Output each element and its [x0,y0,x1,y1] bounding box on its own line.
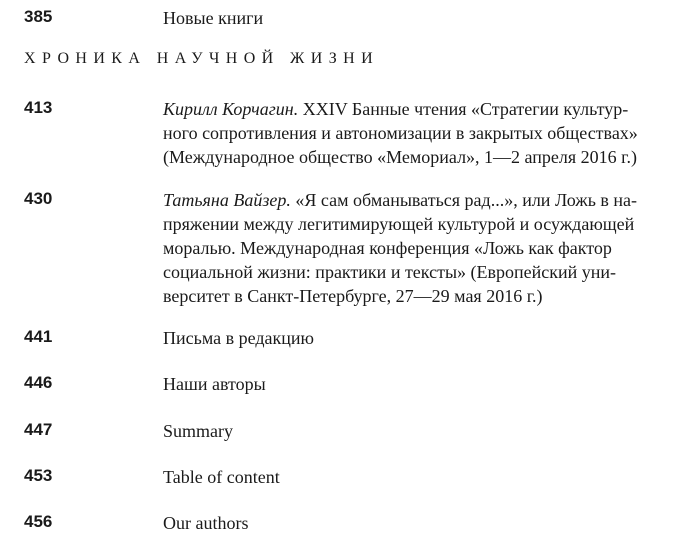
page-number: 447 [24,420,53,439]
page-number: 446 [24,373,53,392]
entry-title: Новые книги [163,8,264,28]
entry-line: (Международное общество «Мемориал», 1—2 апреля 2016 г.) [163,147,638,167]
page-number: 385 [24,7,53,26]
entry-line: пряжении между легитимирующей культурой и осуждающей [163,214,635,234]
entry-line-text: «Я сам обманываться рад...», или Ложь в на- [290,190,638,210]
entry-title: Наши авторы [163,374,266,394]
entry-description [163,188,683,308]
page-number: 456 [24,512,53,531]
entry-title: Письма в редакцию [163,328,314,348]
entry-author: Кирилл Корчагин. [163,99,299,119]
entry-line-text: XXIV Банные чтения «Стратегии культур- [298,99,629,119]
entry-line [163,188,683,212]
section-heading: ХРОНИКА НАУЧНОЙ ЖИЗНИ [24,50,380,67]
entry-line: ного сопротивления и автономизации в закрытых обществах» [163,123,638,143]
page-number: 453 [24,466,53,485]
page-number: 441 [24,327,53,346]
entry-line: моралью. Международная конференция «Ложь как фактор [163,238,612,258]
page-number: 430 [24,189,53,208]
entry-title: Table of content [163,467,280,487]
entry-title: Our authors [163,513,249,533]
entry-title: Summary [163,421,233,441]
entry-description [163,97,683,169]
page-number: 413 [24,98,53,117]
entry-line: верситет в Санкт-Петербурге, 27—29 мая 2016 г.) [163,286,543,306]
entry-line [163,97,683,121]
entry-author: Татьяна Вайзер. [163,190,291,210]
entry-line: социальной жизни: практики и тексты» (Европейский уни- [163,262,617,282]
